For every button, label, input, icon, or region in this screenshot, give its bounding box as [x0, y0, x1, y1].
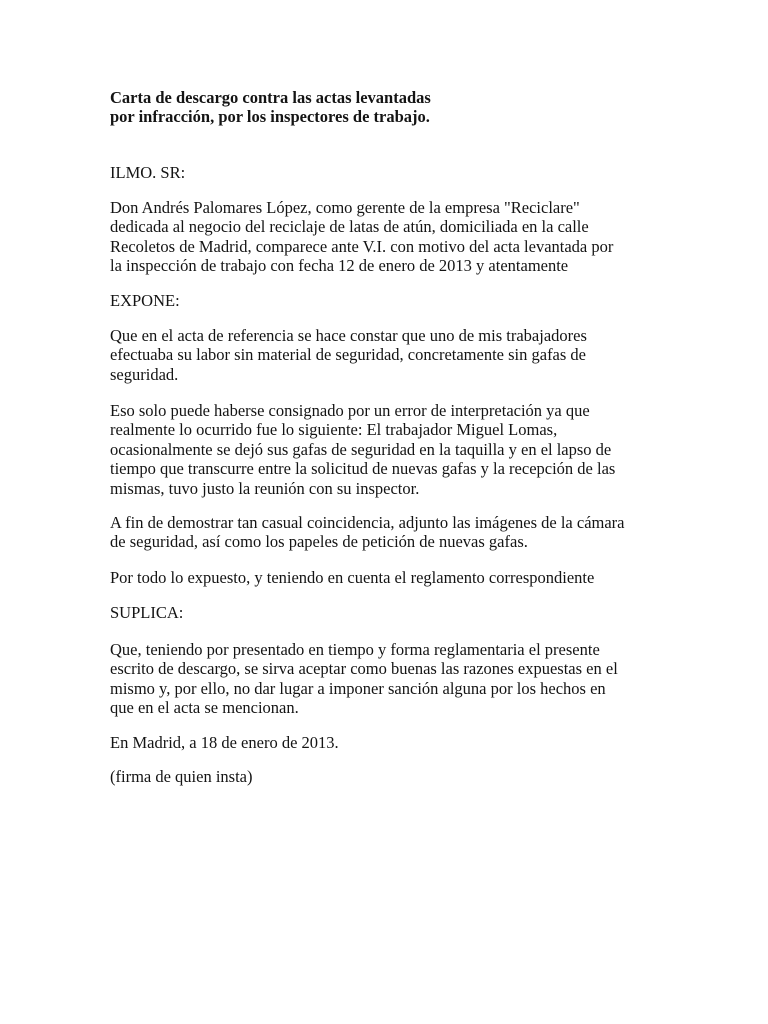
paragraph-line: de seguridad, así como los papeles de petición de nuevas gafas. [110, 532, 528, 552]
signature-note [110, 767, 710, 786]
letter-title-line: Carta de descargo contra las actas levantadas [110, 88, 431, 107]
letter-title-line: por infracción, por los inspectores de trabajo. [110, 107, 430, 127]
place-date [110, 733, 710, 752]
expone-heading [110, 291, 710, 310]
paragraph-line: Que, teniendo por presentado en tiempo y forma reglamentaria el presente [110, 640, 600, 659]
paragraph-line: efectuaba su labor sin material de seguridad, concretamente sin gafas de [110, 345, 587, 365]
paragraph-referencia [110, 326, 710, 384]
paragraph-line: mismas, tuvo justo la reunión con su inspector. [110, 478, 420, 498]
paragraph-line: escrito de descargo, se sirva aceptar como buenas las razones expuestas en el [110, 659, 618, 679]
intro-line: la inspección de trabajo con fecha 12 de enero de 2013 y atentamente [110, 256, 569, 276]
paragraph-suplica [110, 640, 710, 718]
paragraph-line: mismo y, por ello, no dar lugar a imponer sanción alguna por los hechos en [110, 678, 606, 698]
suplica-heading [110, 603, 710, 622]
salutation [110, 163, 710, 182]
paragraph-line: ocasionalmente se dejó sus gafas de seguridad en la taquilla y en el lapso de [110, 439, 612, 459]
paragraph-line: tiempo que transcurre entre la solicitud de nuevas gafas y la recepción de las [110, 459, 616, 479]
intro-line: dedicada al negocio del reciclaje de latas de atún, domiciliada en la calle [110, 217, 589, 237]
paragraph-line: seguridad. [110, 364, 179, 384]
paragraph-line: Que en el acta de referencia se hace constar que uno de mis trabajadores [110, 326, 587, 345]
intro-line: Don Andrés Palomares López, como gerente de la empresa "Reciclare" [110, 198, 580, 217]
intro-line: Recoletos de Madrid, comparece ante V.I. con motivo del acta levantada por [110, 236, 614, 256]
paragraph-expuesto [110, 568, 710, 587]
place-date-text: En Madrid, a 18 de enero de 2013. [110, 733, 339, 752]
paragraph-line: A fin de demostrar tan casual coincidencia, adjunto las imágenes de la cámara [110, 513, 625, 532]
intro-paragraph [110, 198, 710, 276]
paragraph-line: Por todo lo expuesto, y teniendo en cuenta el reglamento correspondiente [110, 568, 595, 587]
salutation-text: ILMO. SR: [110, 163, 186, 182]
paragraph-explicacion [110, 401, 710, 498]
signature-note-text: (firma de quien insta) [110, 767, 253, 786]
paragraph-line: realmente lo ocurrido fue lo siguiente: El trabajador Miguel Lomas, [110, 420, 558, 440]
paragraph-line: que en el acta se mencionan. [110, 698, 299, 718]
letter-title [110, 88, 670, 127]
paragraph-pruebas [110, 513, 710, 552]
paragraph-line: Eso solo puede haberse consignado por un error de interpretación ya que [110, 401, 590, 420]
suplica-heading-text: SUPLICA: [110, 603, 184, 622]
expone-heading-text: EXPONE: [110, 291, 180, 310]
